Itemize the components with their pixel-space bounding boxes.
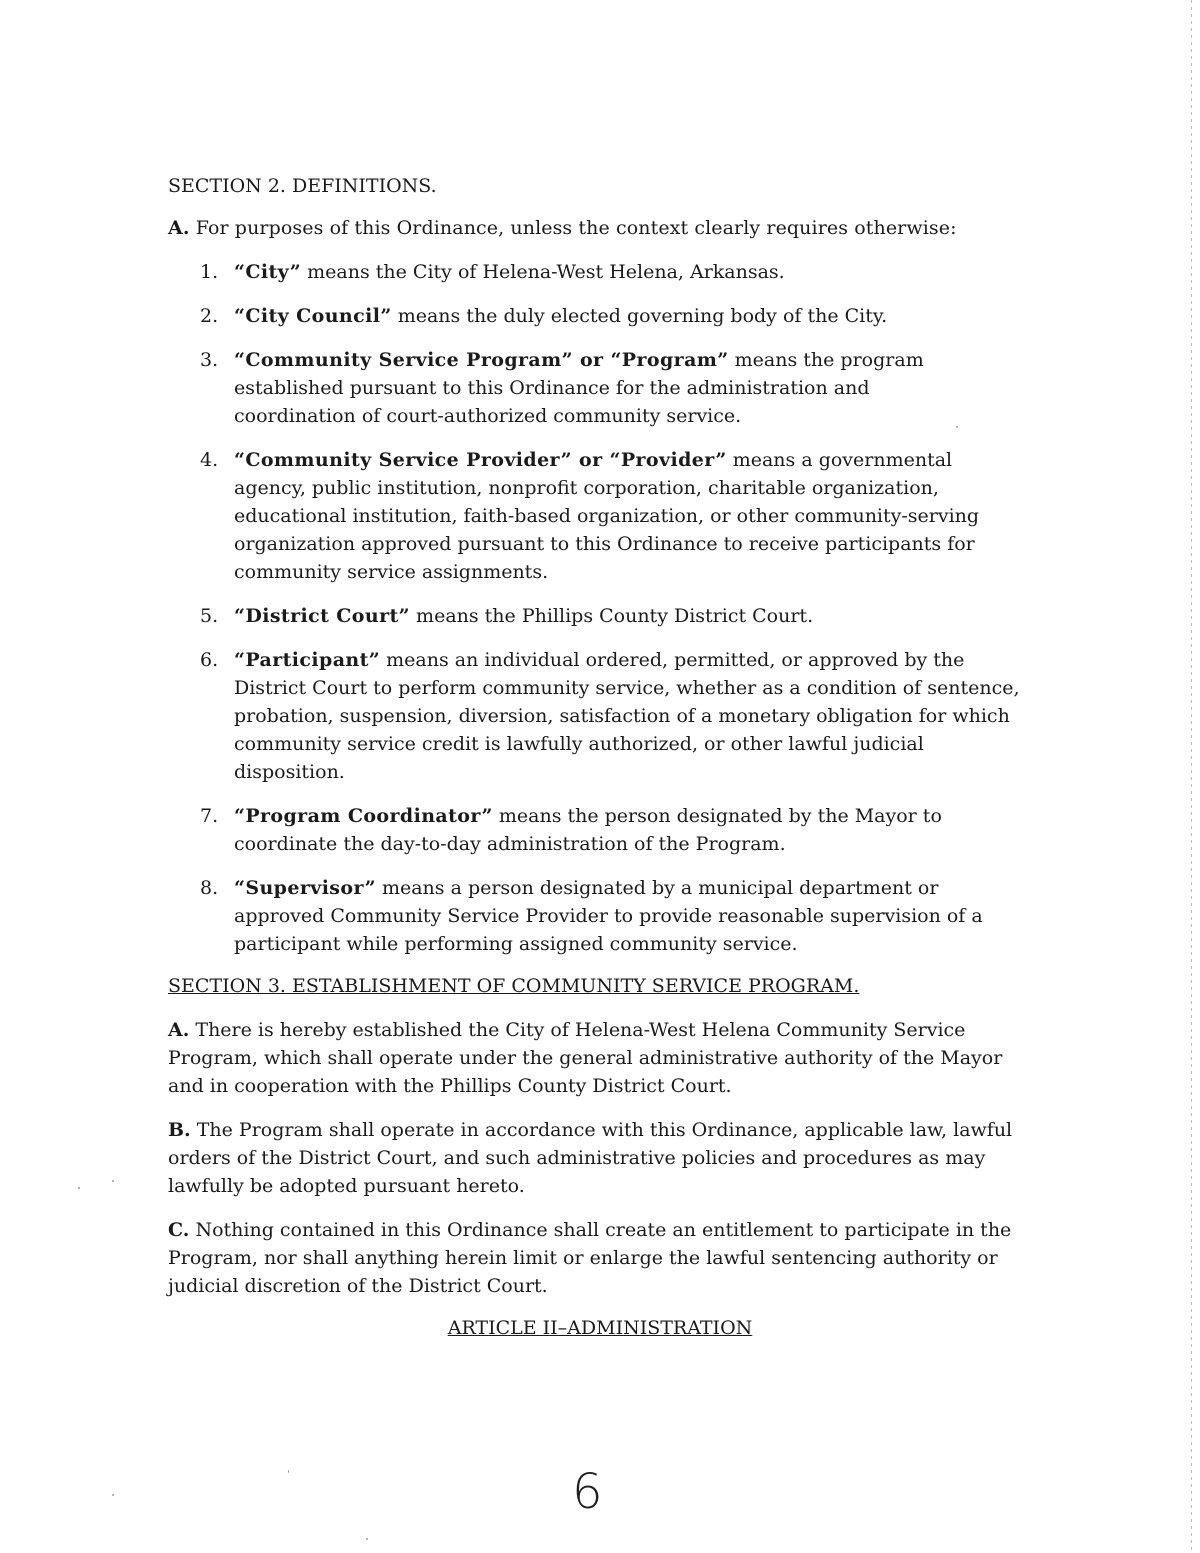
definition-number: 6. <box>200 649 219 671</box>
definition-body <box>234 802 994 858</box>
definition-number: 2. <box>200 305 219 327</box>
scan-speck <box>366 1538 368 1540</box>
scan-speck <box>288 1470 289 1473</box>
definition-body <box>234 874 1024 958</box>
section-3-paragraph <box>168 1116 1028 1200</box>
scan-speck <box>112 1180 114 1182</box>
definition-text: means a person designated by a municipal department or approved Community Service Provider to provide reasonable supervision of a participant while performing assigned community service. <box>234 877 983 955</box>
section-3-heading: SECTION 3. ESTABLISHMENT OF COMMUNITY SERVICE PROGRAM. <box>168 975 860 997</box>
definition-term: “Community Service Program” or “Program” <box>234 349 729 371</box>
definition-term: “Supervisor” <box>234 877 376 899</box>
definition-term: “Community Service Provider” or “Provider” <box>234 449 727 471</box>
definition-number: 7. <box>200 805 219 827</box>
scan-speck <box>78 1187 80 1189</box>
definition-text: means the program established pursuant to this Ordinance for the administration and coordination of court-authorized community service. <box>234 349 924 427</box>
scan-speck <box>112 1494 114 1496</box>
section-2-heading: SECTION 2. DEFINITIONS. <box>168 175 437 197</box>
definition-number: 3. <box>200 349 219 371</box>
paragraph-text: The Program shall operate in accordance with this Ordinance, applicable law, lawful orders of the District Court, and such administrative policies and procedures as may lawfully be adopted pursuant hereto. <box>168 1119 1013 1197</box>
section-2-intro <box>168 214 1028 242</box>
definition-term: “Program Coordinator” <box>234 805 493 827</box>
definition-body <box>234 646 1024 786</box>
article-heading: ARTICLE II–ADMINISTRATION <box>447 1317 753 1339</box>
section-3-paragraph <box>168 1016 1028 1100</box>
definition-number: 4. <box>200 449 219 471</box>
definition-text: means the Phillips County District Court. <box>410 605 814 627</box>
definition-body <box>234 258 1034 286</box>
definition-body <box>234 346 954 430</box>
definition-term: “City” <box>234 261 302 283</box>
definition-text: means a governmental agency, public institution, nonprofit corporation, charitable organization, educational institution, faith-based organization, or other community-serving organization approved pursuant to this Ordinance to receive participants for community service assignments. <box>234 449 980 583</box>
definition-text: means the person designated by the Mayor to coordinate the day-to-day administration of the Program. <box>234 805 942 855</box>
paragraph-label: B. <box>168 1119 191 1141</box>
paragraph-label: A. <box>168 1019 190 1041</box>
handwritten-page-number: 6 <box>572 1464 603 1520</box>
definition-text: means the duly elected governing body of the City. <box>391 305 888 327</box>
paragraph-text: Nothing contained in this Ordinance shall create an entitlement to participate in the Program, nor shall anything herein limit or enlarge the lawful sentencing authority or judicial discretion of the District Court. <box>168 1219 1012 1297</box>
section-3-paragraph <box>168 1216 1028 1300</box>
definition-number: 5. <box>200 605 219 627</box>
scan-speck <box>956 426 958 428</box>
definition-number: 1. <box>200 261 219 283</box>
definition-text: means the City of Helena-West Helena, Arkansas. <box>301 261 785 283</box>
definition-body <box>234 446 1030 586</box>
paragraph-label: C. <box>168 1219 190 1241</box>
definition-term: “City Council” <box>234 305 392 327</box>
intro-text: For purposes of this Ordinance, unless the context clearly requires otherwise: <box>195 217 957 239</box>
definition-body <box>234 602 1034 630</box>
definition-number: 8. <box>200 877 219 899</box>
intro-label: A. <box>168 217 190 239</box>
definition-body <box>234 302 1034 330</box>
definition-term: “District Court” <box>234 605 411 627</box>
definition-text: means an individual ordered, permitted, or approved by the District Court to perform community service, whether as a condition of sentence, probation, suspension, diversion, satisfaction of a monetary obligation for which community service credit is lawfully authorized, or other lawful judicial disposition. <box>234 649 1020 783</box>
definition-term: “Participant” <box>234 649 381 671</box>
paragraph-text: There is hereby established the City of Helena-West Helena Community Service Program, which shall operate under the general administrative authority of the Mayor and in cooperation with the Phillips County District Court. <box>168 1019 1003 1097</box>
